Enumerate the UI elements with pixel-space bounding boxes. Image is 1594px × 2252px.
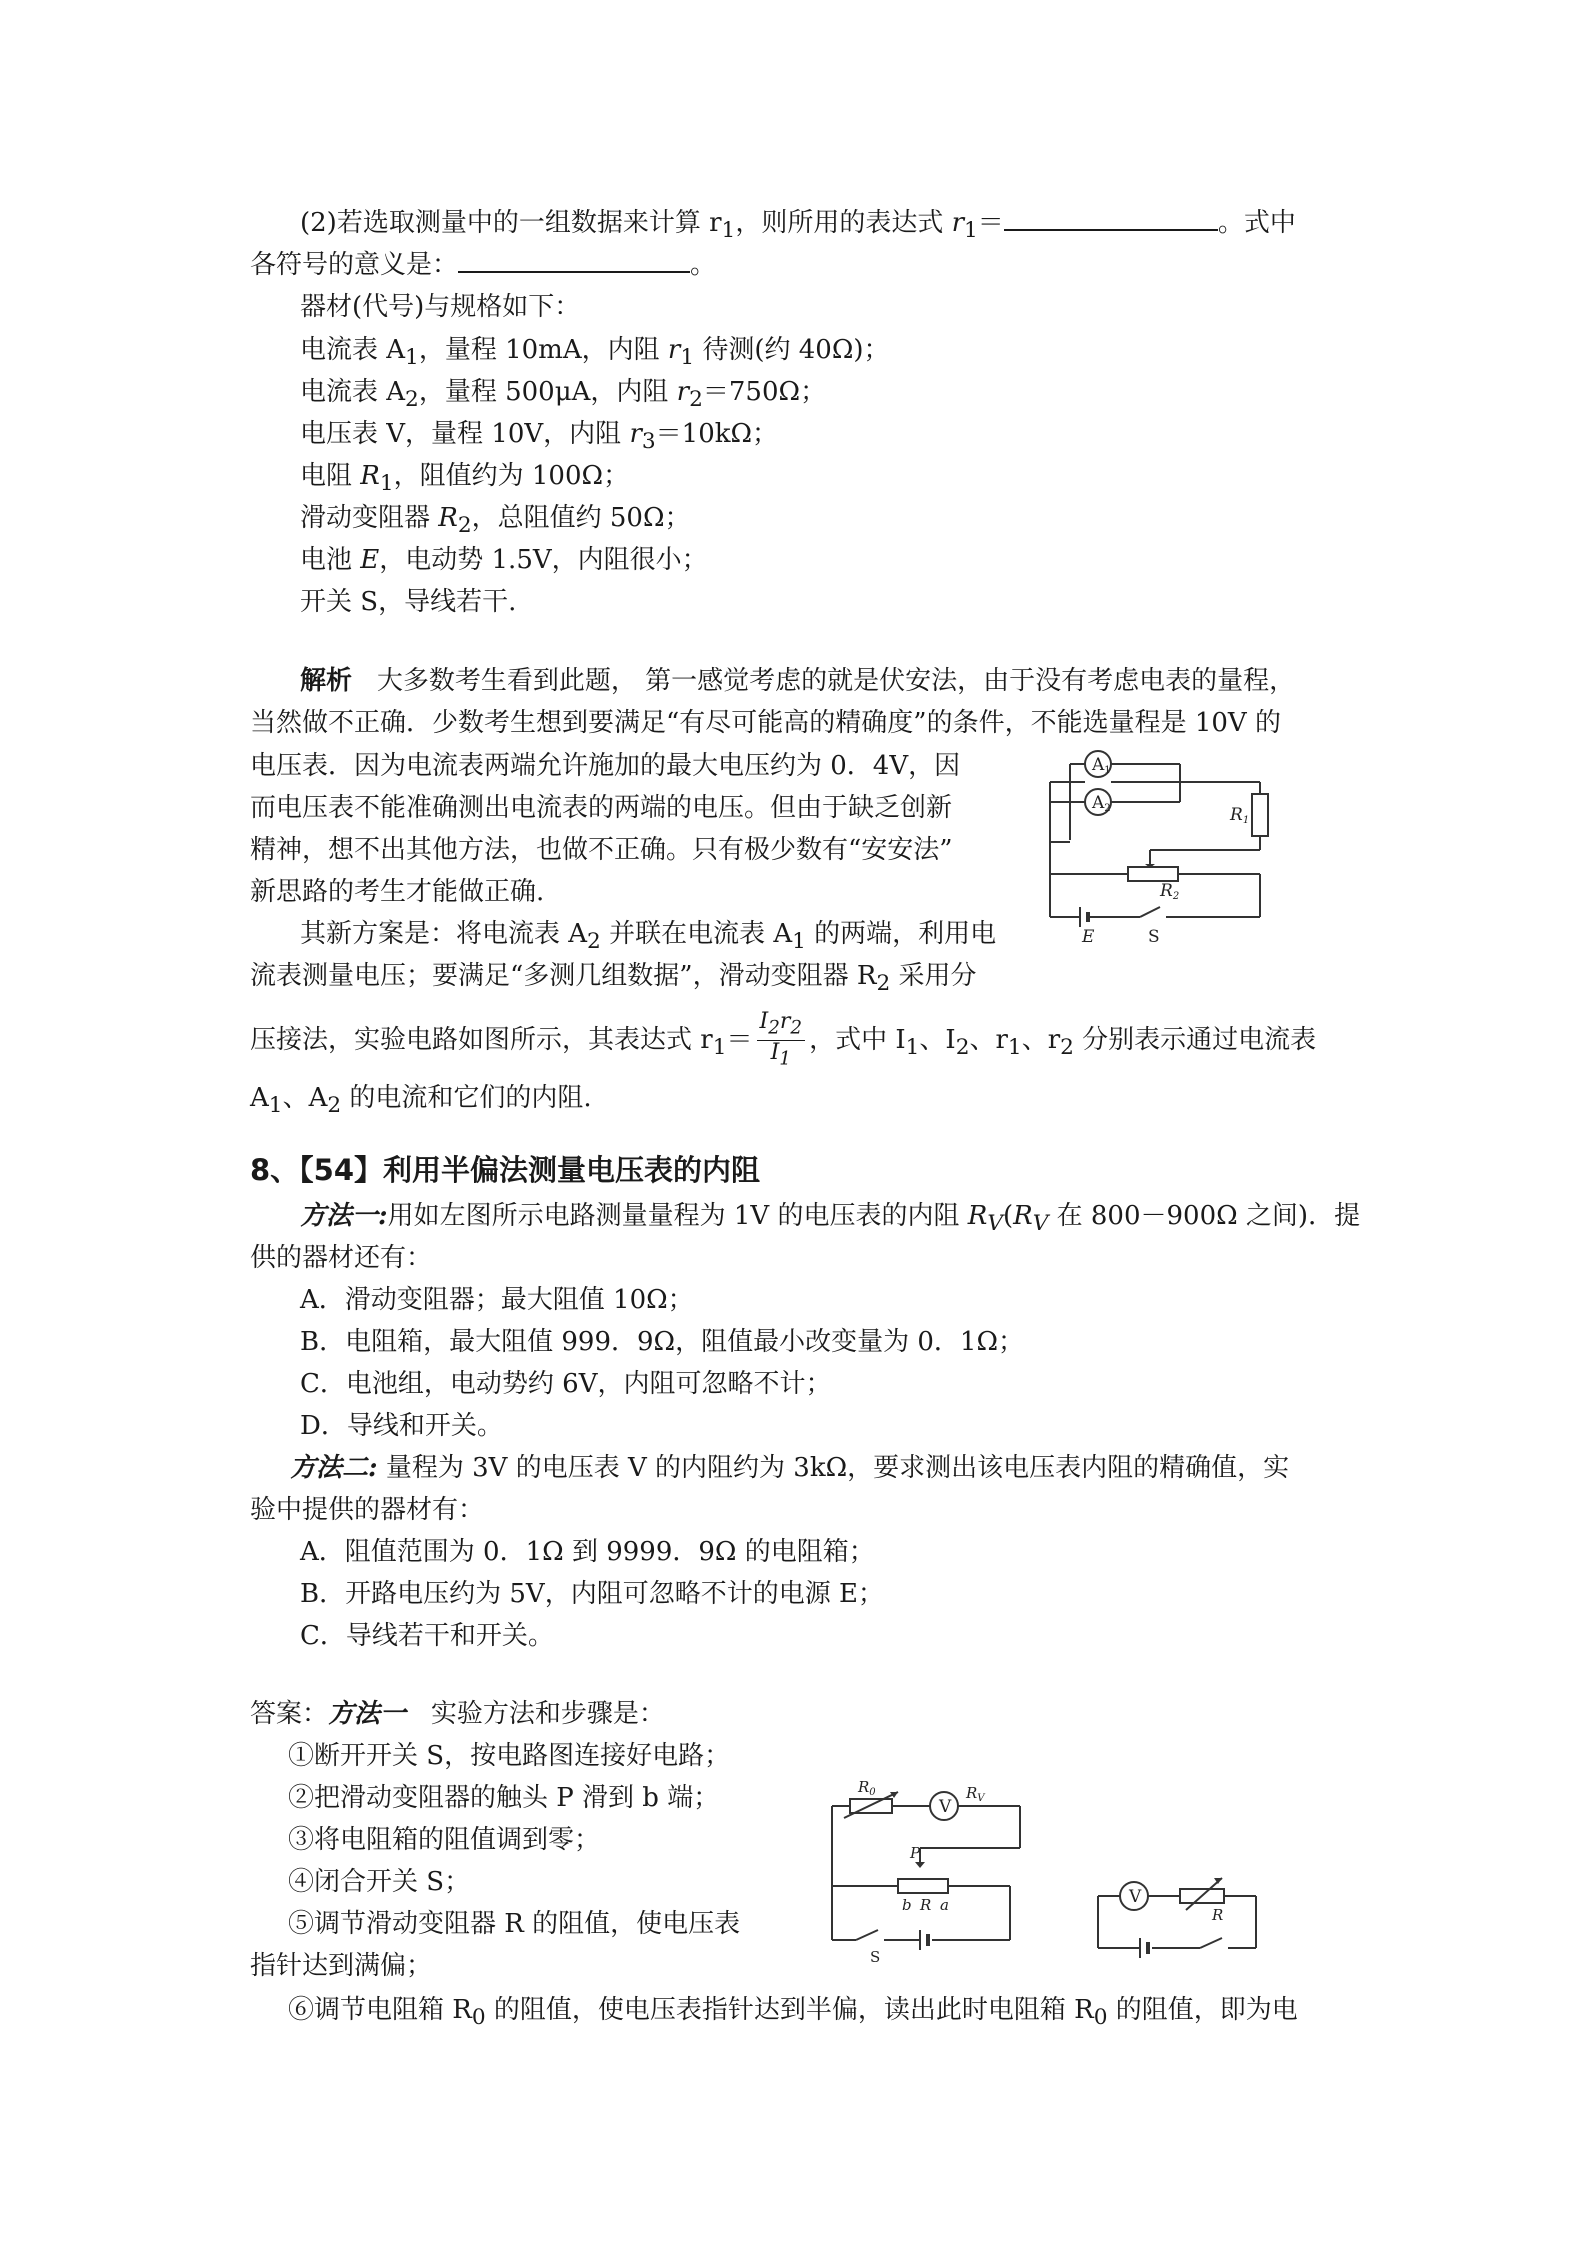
answer-label: 答案： (250, 1699, 329, 1729)
answer-step-3: ③将电阻箱的阻值调到零； (288, 1825, 601, 1855)
label-r2: R2 (1160, 881, 1180, 902)
label-rv: $R_V$ (966, 1784, 985, 1804)
formula-fraction (757, 1010, 806, 1072)
variable: R (438, 503, 458, 533)
analysis-line-1 (300, 661, 1295, 701)
method1-line-1 (300, 1196, 1360, 1244)
method1-label: 方法一: (300, 1201, 388, 1231)
text: 量程为 3V 的电压表 V 的内阻约为 3kΩ，要求测出该电压表内阻的精确值，实 (385, 1453, 1290, 1483)
text: ，总阻值约 50Ω； (471, 503, 691, 533)
subscript: 1 (379, 471, 394, 497)
equipment-r1 (300, 456, 629, 504)
label-a2: A2 (1092, 793, 1111, 814)
text: ，阻值约为 100Ω； (393, 461, 630, 491)
equipment-a2 (300, 372, 826, 420)
text: 在 800－900Ω 之间)．提 (1048, 1201, 1361, 1231)
method2-line-2: 验中提供的器材有： (250, 1495, 485, 1525)
subscript: 1 (712, 1035, 727, 1061)
text: 流表测量电压；要满足“多测几组数据”，滑动变阻器 R (250, 961, 877, 991)
text: I (759, 1009, 769, 1034)
text: 。式中 (1217, 208, 1296, 238)
analysis-line-4: 而电压表不能准确测出电流表的两端的电压。但由于缺乏创新 (250, 793, 953, 823)
subscript: 2 (876, 971, 891, 997)
label-s: S (870, 1948, 881, 1966)
label-r: R (1212, 1906, 1224, 1924)
method2-item-c: C．导线若干和开关。 (300, 1621, 554, 1651)
equipment-s: 开关 S，导线若干. (300, 587, 517, 617)
answer-step-2: ②把滑动变阻器的触头 P 滑到 b 端； (288, 1783, 720, 1813)
text: I (770, 1040, 780, 1066)
equipment-e (300, 540, 708, 580)
text: 电池 (300, 545, 361, 575)
question-line-1 (300, 203, 1296, 251)
subscript: 2 (587, 929, 601, 955)
label-a1: A1 (1092, 755, 1111, 776)
subscript: V (987, 1211, 1003, 1237)
label-s: S (1148, 927, 1160, 947)
text: 的电流和它们的内阻. (341, 1083, 592, 1113)
text: 用如左图所示电路测量量程为 1V 的电压表的内阻 (387, 1201, 968, 1231)
analysis-line-3: 电压表．因为电流表两端允许施加的最大电压约为 0．4V，因 (250, 751, 961, 781)
subscript: 1 (905, 1035, 920, 1061)
label-b: b (902, 1896, 912, 1914)
variable: r (629, 419, 642, 449)
subscript: 1 (268, 1093, 283, 1119)
circuit-diagram-half-deflection (820, 1770, 1030, 1970)
label-r0: $R_0$ (858, 1778, 876, 1798)
text: 电流表 A (300, 335, 406, 365)
text: ＝10kΩ； (655, 419, 779, 449)
answer-method: 方法一 (328, 1699, 407, 1729)
answer-step-1: ①断开开关 S，按电路图连接好电路； (288, 1741, 731, 1771)
text: 、A (282, 1083, 328, 1113)
text: 电阻 (300, 461, 361, 491)
answer-step-4: ④闭合开关 S； (288, 1867, 471, 1897)
label-e: E (1082, 927, 1095, 947)
method2-line-1 (290, 1448, 1289, 1488)
analysis-line-5: 精神，想不出其他方法，也做不正确。只有极少数有“安安法” (250, 835, 953, 865)
subscript: 2 (768, 1017, 780, 1039)
text: ，则所用的表达式 (735, 208, 952, 238)
text: 分别表示通过电流表 (1073, 1024, 1317, 1055)
subscript: 1 (721, 218, 736, 244)
analysis-label: 解析 (300, 666, 353, 696)
text: 各符号的意义是： (250, 250, 459, 280)
equipment-a1 (300, 330, 890, 378)
variable: R (360, 461, 380, 491)
text: ，式中 I (809, 1024, 906, 1055)
method1-item-c: C．电池组，电动势约 6V，内阻可忽略不计； (300, 1369, 832, 1399)
equipment-v (300, 414, 778, 462)
text: 待测(约 40Ω)； (694, 335, 890, 365)
analysis-line-6: 新思路的考生才能做正确. (250, 877, 545, 907)
subscript: 3 (641, 429, 656, 455)
subscript: 2 (689, 387, 703, 413)
fraction-denominator (757, 1041, 806, 1071)
analysis-line-9 (250, 1010, 1316, 1076)
answer-step-6 (288, 1990, 1298, 2038)
text: 采用分 (890, 961, 977, 991)
text: ，电动势 1.5V，内阻很小； (379, 545, 708, 575)
slider-p-arrow (915, 1862, 925, 1868)
subscript: 2 (790, 1017, 803, 1039)
text: 电流表 A (300, 377, 406, 407)
method2-item-b: B．开路电压约为 5V，内阻可忽略不计的电源 E； (300, 1579, 884, 1609)
subscript: 2 (955, 1035, 970, 1061)
label-r: R (920, 1896, 932, 1914)
analysis-line-2: 当然做不正确．少数考生想到要满足“有尽可能高的精确度”的条件，不能选量程是 10V 的 (250, 708, 1281, 738)
label-p: P (910, 1844, 921, 1862)
text: 并联在电流表 A (600, 919, 793, 949)
text: 其新方案是：将电流表 A (300, 919, 588, 949)
subscript: 1 (1007, 1035, 1022, 1061)
text: 压接法，实验电路如图所示，其表达式 r (250, 1024, 713, 1055)
text: 实验方法和步骤是： (430, 1699, 665, 1729)
method2-item-a: A．阻值范围为 0．1Ω 到 9999．9Ω 的电阻箱； (300, 1537, 875, 1567)
text: 的阻值，即为电 (1107, 1995, 1298, 2025)
method1-line-2: 供的器材还有： (250, 1243, 433, 1273)
answer-step-5-cont: 指针达到满偏； (250, 1951, 433, 1981)
subscript: 1 (680, 345, 695, 371)
subscript: 0 (1093, 2005, 1108, 2031)
circuit-diagram-ammeters (1040, 742, 1280, 952)
text: ＝750Ω； (702, 377, 827, 407)
equipment-title: 器材(代号)与规格如下： (300, 292, 581, 322)
text: 、r (969, 1024, 1008, 1055)
text: (2)若选取测量中的一组数据来计算 r (300, 208, 722, 238)
text: 电压表 V，量程 10V，内阻 (300, 419, 630, 449)
method1-item-d: D．导线和开关。 (300, 1411, 503, 1441)
fraction-numerator (757, 1010, 806, 1041)
method1-item-b: B．电阻箱，最大阻值 999．9Ω，阻值最小改变量为 0．1Ω； (300, 1327, 1025, 1357)
label-v: V (939, 1797, 952, 1817)
subscript: 1 (964, 218, 978, 244)
method1-item-a: A．滑动变阻器；最大阻值 10Ω； (300, 1285, 694, 1315)
text: 、r (1021, 1024, 1061, 1055)
variable: r (951, 208, 965, 238)
label-r1: R1 (1230, 805, 1250, 826)
text: 大多数考生看到此题， 第一感觉考虑的就是伏安法，由于没有考虑电表的量程， (376, 666, 1296, 696)
subscript: 2 (327, 1093, 342, 1119)
label-a: a (940, 1896, 949, 1914)
variable: r (667, 335, 681, 365)
answer-blank-1[interactable] (1004, 203, 1218, 231)
text: 的阻值，使电压表指针达到半偏，读出此时电阻箱 R (485, 1995, 1094, 2025)
equipment-r2 (300, 498, 691, 546)
variable: R (967, 1201, 988, 1231)
variable: E (360, 545, 380, 575)
text: 滑动变阻器 (300, 503, 439, 533)
answer-line-1 (250, 1694, 665, 1734)
answer-blank-2[interactable] (458, 245, 690, 273)
text: 。 (690, 250, 717, 280)
analysis-line-8 (250, 956, 976, 1004)
question-line-2 (250, 245, 716, 285)
answer-step-5: ⑤调节滑动变阻器 R 的阻值，使电压表 (288, 1909, 741, 1939)
subscript: 1 (779, 1048, 791, 1070)
text: 的两端，利用电 (805, 919, 997, 949)
subscript: 2 (457, 513, 472, 539)
subscript: 0 (471, 2005, 486, 2031)
text: ，量程 10mA，内阻 (418, 335, 668, 365)
subscript: 1 (405, 345, 419, 371)
text: ＝ (726, 1024, 753, 1055)
text: ，量程 500μA，内阻 (418, 377, 677, 407)
circuit-diagram-resistance-box (1090, 1870, 1270, 1980)
text: ＝ (977, 208, 1004, 238)
text: A (250, 1083, 269, 1113)
label-v: V (1129, 1887, 1142, 1907)
variable: r (676, 377, 690, 407)
method2-label: 方法二: (290, 1453, 378, 1483)
text: 、I (919, 1024, 956, 1055)
subscript: 2 (1060, 1035, 1074, 1061)
subscript: V (1032, 1211, 1049, 1237)
subscript: 1 (792, 929, 806, 955)
variable: R (1013, 1201, 1033, 1231)
text: ( (1002, 1201, 1014, 1231)
subscript: 2 (405, 387, 419, 413)
text: r (779, 1009, 791, 1034)
section-heading: 8、【54】利用半偏法测量电压表的内阻 (250, 1153, 761, 1187)
analysis-line-10 (250, 1078, 592, 1126)
text: ⑥调节电阻箱 R (288, 1995, 472, 2025)
analysis-line-7 (300, 914, 996, 962)
